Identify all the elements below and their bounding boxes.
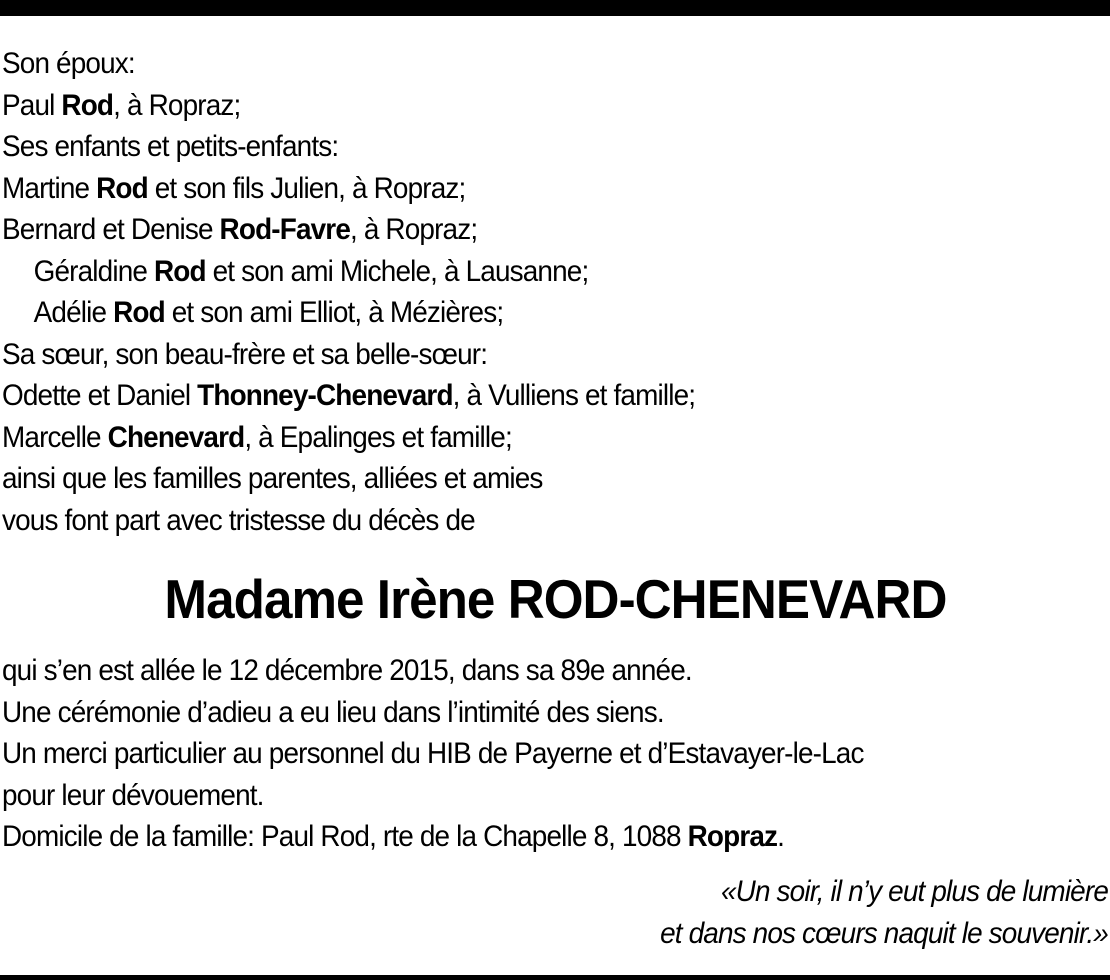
text-span: , à Vulliens et famille;	[452, 379, 696, 412]
bold-name: Rod-Favre	[219, 213, 351, 246]
text-span: Ses enfants et petits-enfants:	[2, 130, 339, 163]
text-line	[2, 775, 1032, 817]
text-span: .	[777, 820, 785, 853]
details-paragraph	[2, 650, 1110, 858]
text-line	[2, 251, 1032, 293]
bold-name: Rod	[153, 254, 206, 288]
text-line	[2, 43, 1032, 85]
text-line	[2, 692, 1032, 734]
bold-name: Rod	[96, 171, 148, 205]
text-span: Martine	[2, 171, 97, 205]
text-span: Paul	[2, 88, 62, 122]
text-span: , à Ropraz;	[113, 88, 241, 122]
deceased-name-block	[0, 566, 1110, 632]
text-line	[2, 458, 1032, 500]
text-line	[2, 85, 1032, 127]
text-span: Bernard et Denise	[2, 213, 220, 246]
text-span: , à Ropraz;	[350, 213, 478, 246]
text-span: qui s’en est allée le 12 décembre 2015, dans sa 89e année.	[2, 654, 692, 687]
text-span: , à Epalinges et famille;	[244, 420, 512, 454]
text-span: ainsi que les familles parentes, alliées et amies	[2, 462, 543, 495]
text-line	[2, 209, 1032, 251]
quote-line: et dans nos cœurs naquit le souvenir.»	[660, 916, 1108, 950]
text-span: Un merci particulier au personnel du HIB de Payerne et d’Estavayer-le-Lac	[2, 737, 864, 770]
text-line	[2, 500, 1032, 542]
bold-name: Rod	[113, 296, 165, 329]
family-announcement	[2, 43, 1110, 541]
text-line	[2, 126, 1032, 168]
text-span: Géraldine	[33, 254, 154, 288]
text-span: Adélie	[33, 296, 114, 329]
bottom-border-rule	[0, 975, 1110, 980]
text-line	[2, 733, 1032, 775]
top-border-rule	[0, 0, 1110, 16]
text-span: et son ami Elliot, à Mézières;	[164, 296, 504, 329]
text-span: Son époux:	[2, 47, 135, 80]
text-line	[2, 816, 1032, 858]
bold-name: Thonney-Chenevard	[197, 379, 453, 412]
text-span: pour leur dévouement.	[2, 778, 264, 812]
quote-line: «Un soir, il n’y eut plus de lumière	[720, 875, 1108, 908]
text-line	[2, 292, 1032, 334]
text-line	[2, 375, 1032, 417]
deceased-name: Madame Irène ROD-CHENEVARD	[163, 568, 947, 630]
text-span: et son fils Julien, à Ropraz;	[147, 171, 466, 205]
text-line	[2, 417, 1032, 459]
bold-name: Chenevard	[107, 420, 245, 454]
text-span: vous font part avec tristesse du décès de	[2, 503, 475, 537]
text-line	[2, 334, 1032, 376]
bold-name: Rod	[61, 88, 114, 122]
text-span: Sa sœur, son beau-frère et sa belle-sœur:	[2, 337, 488, 371]
text-span: Marcelle	[2, 420, 108, 454]
text-span: Odette et Daniel	[2, 379, 198, 412]
text-line	[2, 168, 1032, 210]
text-span: Une cérémonie d’adieu a eu lieu dans l’intimité des siens.	[2, 695, 664, 729]
bold-name: Ropraz	[687, 820, 778, 853]
text-span: Domicile de la famille: Paul Rod, rte de la Chapelle 8, 1088	[2, 820, 688, 853]
text-span: et son ami Michele, à Lausanne;	[205, 254, 589, 288]
text-line	[2, 650, 1032, 692]
closing-quote	[208, 871, 1108, 954]
